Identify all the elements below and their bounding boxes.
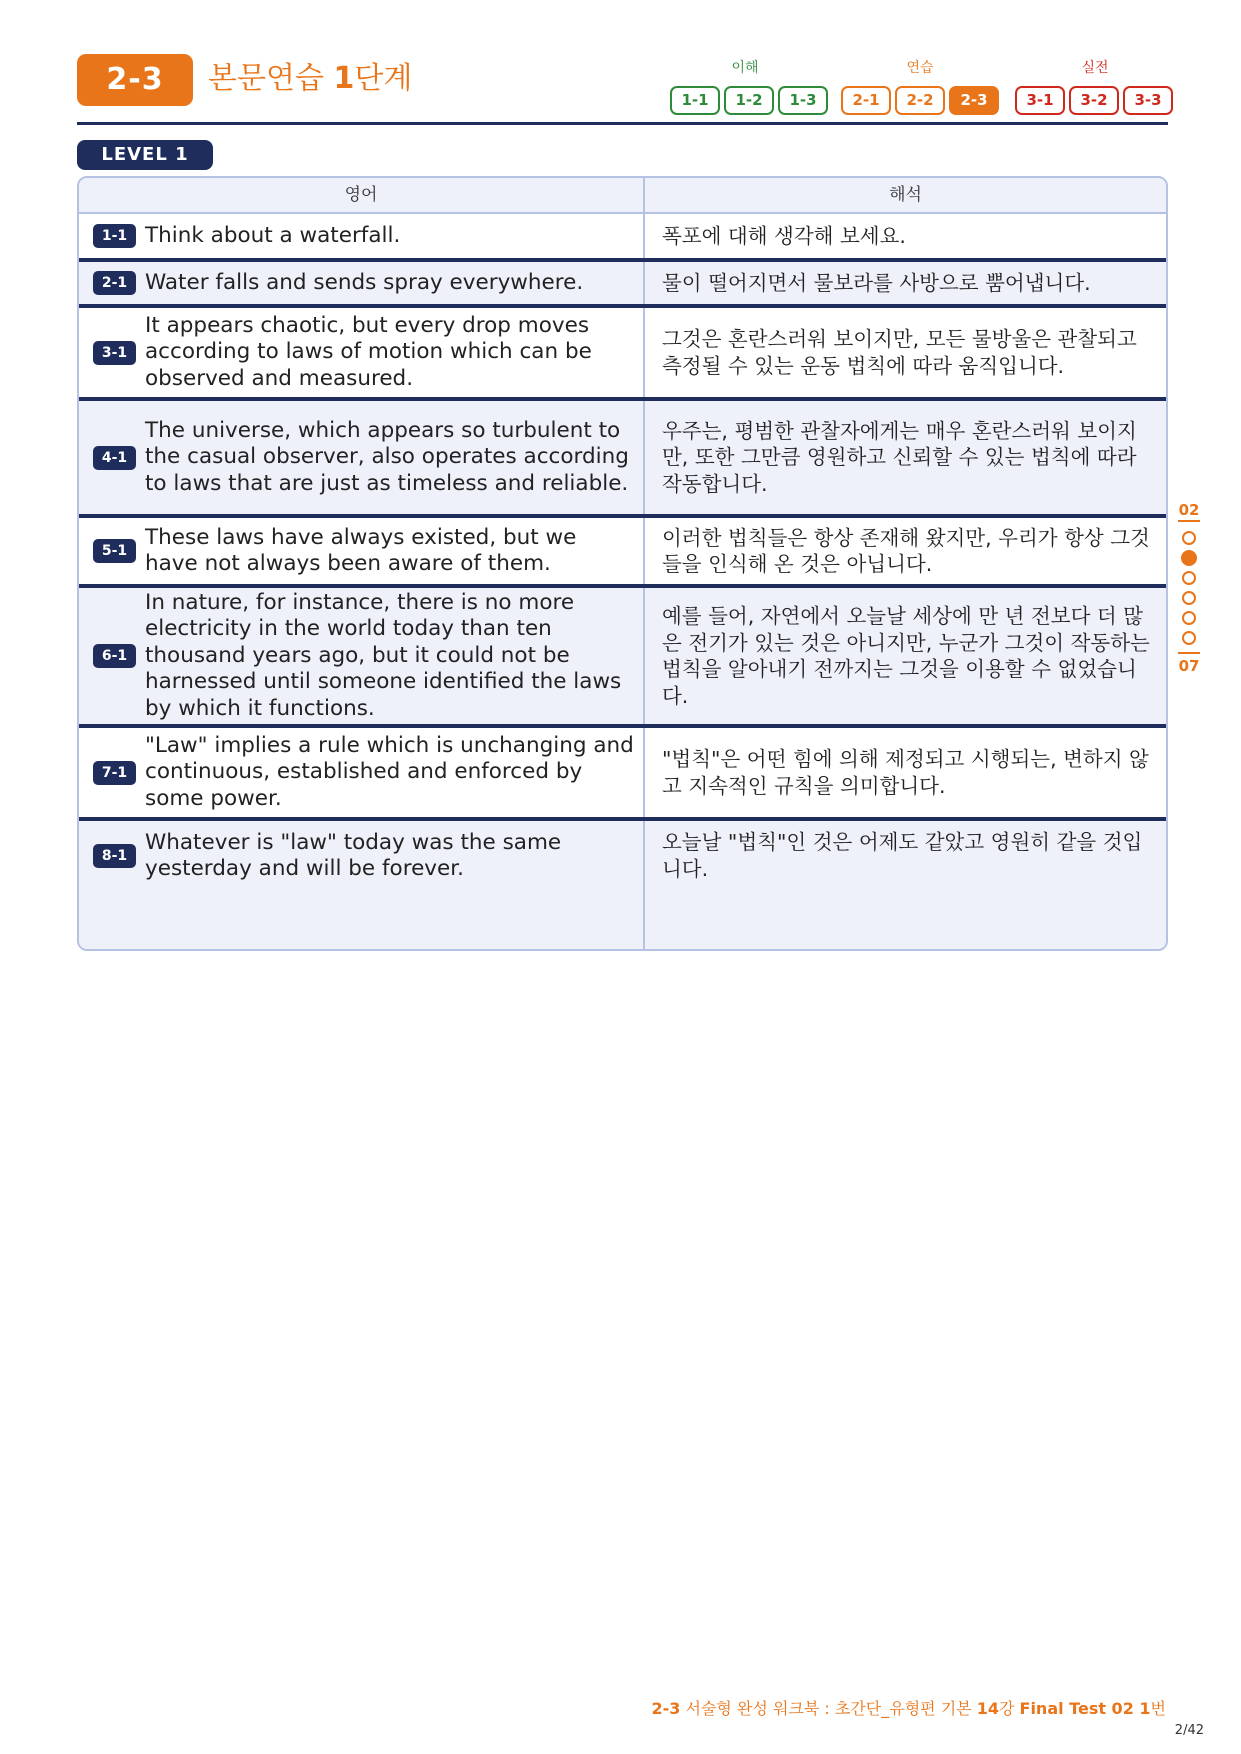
- nav-button-1-1[interactable]: 1-1: [670, 86, 720, 115]
- english-cell: [79, 588, 643, 724]
- korean-cell: [643, 518, 1166, 584]
- sentence-number-badge: 7-1: [93, 761, 136, 785]
- page-title: [208, 59, 412, 99]
- table-row: [79, 258, 1166, 304]
- korean-translation: "법칙"은 어떤 힘에 의해 제정되고 시행되는, 변하지 않고 지속적인 규칙을 의미합니다.: [662, 747, 1149, 798]
- english-cell: [79, 308, 643, 397]
- footer-workbook-text: 서술형 완성 워크북 : 초간단_유형편 기본: [680, 1699, 977, 1718]
- table-row: [79, 514, 1166, 584]
- nav-button-2-2[interactable]: 2-2: [895, 86, 945, 115]
- korean-translation: 이러한 법칙들은 항상 존재해 왔지만, 우리가 항상 그것들을 인식해 온 것은 아닙니다.: [662, 525, 1150, 576]
- progress-dot: [1182, 631, 1196, 645]
- nav-button-1-3[interactable]: 1-3: [778, 86, 828, 115]
- sentence-number-badge: 1-1: [93, 224, 136, 248]
- table-row: [79, 724, 1166, 817]
- korean-cell: [643, 262, 1166, 304]
- nav-group-label: 실전: [1081, 60, 1109, 76]
- table-row: [79, 397, 1166, 514]
- sentence-number-badge: 2-1: [93, 271, 136, 295]
- progress-top-bar: [1178, 520, 1200, 522]
- table-header: [79, 178, 1166, 214]
- english-sentence: Water falls and sends spray everywhere.: [145, 269, 584, 295]
- progress-start-label: 02: [1178, 501, 1200, 519]
- sentence-number-badge: 4-1: [93, 446, 136, 470]
- korean-cell: [643, 588, 1166, 724]
- korean-translation: 폭포에 대해 생각해 보세요.: [662, 223, 906, 248]
- english-sentence: "Law" implies a rule which is unchanging and continuous, established and enforced by some power.: [145, 732, 634, 811]
- english-cell: [79, 518, 643, 584]
- korean-cell: [643, 308, 1166, 397]
- english-sentence: These laws have always existed, but we have not always been aware of them.: [145, 524, 577, 576]
- korean-translation: 물이 떨어지면서 물보라를 사방으로 뿜어냅니다.: [662, 270, 1091, 295]
- nav-group-label: 연습: [906, 60, 934, 76]
- english-cell: [79, 262, 643, 304]
- nav-button-2-3[interactable]: 2-3: [949, 86, 999, 115]
- chapter-progress-indicator: [1176, 500, 1202, 700]
- table-row: [79, 214, 1166, 258]
- nav-button-3-2[interactable]: 3-2: [1069, 86, 1119, 115]
- footer-lesson-suffix: 강: [998, 1699, 1020, 1718]
- korean-translation: 오늘날 "법칙"인 것은 어제도 같았고 영원히 같을 것입니다.: [662, 830, 1143, 881]
- sentence-table: [77, 176, 1168, 951]
- nav-button-3-3[interactable]: 3-3: [1123, 86, 1173, 115]
- table-row: [79, 304, 1166, 397]
- step-navigation: [667, 52, 1168, 118]
- progress-dot: [1182, 571, 1196, 585]
- header-divider: [77, 122, 1168, 125]
- footer-section: 2-3: [651, 1699, 681, 1718]
- nav-button-2-1[interactable]: 2-1: [841, 86, 891, 115]
- footer-lesson-number: 14: [976, 1699, 999, 1718]
- sentence-number-badge: 5-1: [93, 539, 136, 563]
- korean-cell: [643, 214, 1166, 258]
- english-sentence: In nature, for instance, there is no more electricity in the world today than ten thousand years ago, but it could not be harnessed until someone identified the laws by which it functions.: [145, 589, 622, 721]
- progress-bottom-bar: [1178, 652, 1200, 654]
- page-header: [77, 52, 1168, 126]
- english-sentence: It appears chaotic, but every drop moves according to laws of motion which can be observed and measured.: [145, 312, 592, 391]
- korean-cell: [643, 821, 1166, 949]
- korean-cell: [643, 401, 1166, 514]
- english-cell: [79, 728, 643, 817]
- sentence-number-badge: 8-1: [93, 844, 136, 868]
- title-prefix: 본문연습: [208, 61, 334, 96]
- korean-cell: [643, 728, 1166, 817]
- english-sentence: The universe, which appears so turbulent to the casual observer, also operates according to laws that are just as timeless and reliable.: [145, 417, 629, 496]
- sentence-number-badge: 3-1: [93, 341, 136, 365]
- section-badge: 2-3: [77, 54, 193, 106]
- english-cell: [79, 821, 643, 891]
- level-badge: LEVEL 1: [77, 140, 213, 170]
- progress-dot: [1182, 531, 1196, 545]
- footer-test-name: Final Test 02 1: [1019, 1699, 1151, 1718]
- progress-dot: [1182, 611, 1196, 625]
- page-footer: [652, 1696, 1167, 1719]
- progress-end-label: 07: [1178, 657, 1200, 675]
- progress-dot-current: [1181, 550, 1197, 566]
- progress-dot: [1182, 591, 1196, 605]
- english-cell: [79, 401, 643, 514]
- column-header-english: 영어: [344, 185, 378, 205]
- english-sentence: Think about a waterfall.: [145, 222, 401, 248]
- english-sentence: Whatever is "law" today was the same yesterday and will be forever.: [145, 829, 562, 881]
- title-step-number: 1: [333, 61, 355, 96]
- page-number: 2/42: [1174, 1723, 1204, 1738]
- footer-number-suffix: 번: [1150, 1699, 1166, 1718]
- table-row: [79, 584, 1166, 724]
- nav-group-label: 이해: [731, 60, 759, 76]
- korean-translation: 그것은 혼란스러워 보이지만, 모든 물방울은 관찰되고 측정될 수 있는 운동 법칙에 따라 움직입니다.: [662, 327, 1137, 378]
- nav-button-3-1[interactable]: 3-1: [1015, 86, 1065, 115]
- column-header-korean: 해석: [643, 178, 1166, 212]
- title-suffix: 단계: [354, 61, 413, 96]
- nav-button-1-2[interactable]: 1-2: [724, 86, 774, 115]
- english-cell: [79, 214, 643, 258]
- korean-translation: 우주는, 평범한 관찰자에게는 매우 혼란스러워 보이지만, 또한 그만큼 영원하고 신뢰할 수 있는 법칙에 따라 작동합니다.: [662, 418, 1137, 496]
- korean-translation: 예를 들어, 자연에서 오늘날 세상에 만 년 전보다 더 많은 전기가 있는 것은 아니지만, 누군가 그것이 작동하는 법칙을 알아내기 전까지는 그것을 이용할 수 없었습니다.: [662, 604, 1150, 708]
- sentence-number-badge: 6-1: [93, 644, 136, 668]
- table-row: [79, 817, 1166, 949]
